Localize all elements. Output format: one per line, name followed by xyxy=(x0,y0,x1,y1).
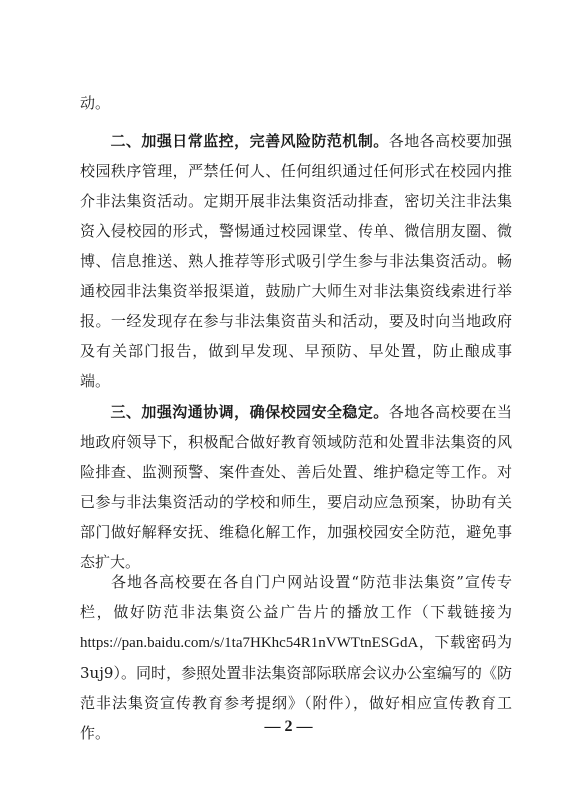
redacted-area xyxy=(22,40,80,98)
section-2-body: 各地各高校要加强校园秩序管理，严禁任何人、任何组织通过任何形式在校园内推介非法集资活动。定期开展非法集资活动排查，密切关注非法集资入侵校园的形式，警惕通过校园课堂、传单、微信朋友圈、微博、信息推送、熟人推荐等形式吸引学生参与非法集资活动。畅通校园非法集资举报渠道，鼓励广大师生对非法集资线索进行举报。一经发现存在参与非法集资苗头和活动，要及时向当地政府及有关部门报告，做到早发现、早预防、早处置，防止酿成事端。 xyxy=(80,132,512,390)
page-number: — 2 — xyxy=(264,718,313,735)
section-2-paragraph xyxy=(80,126,512,396)
section-2-heading: 二、加强日常监控，完善风险防范机制。 xyxy=(110,132,389,150)
continuation-text: 动。 xyxy=(80,94,111,112)
section-3-paragraph xyxy=(80,397,512,577)
section-3-heading: 三、加强沟通协调，确保校园安全稳定。 xyxy=(110,403,389,421)
section-3-body: 各地各高校要在当地政府领导下，积极配合做好教育领域防范和处置非法集资的风险排查、监测预警、案件查处、善后处置、维护稳定等工作。对已参与非法集资活动的学校和师生，要启动应急预案，协助有关部门做好解释安抚、维稳化解工作，加强校园安全防范，避免事态扩大。 xyxy=(80,403,512,571)
closing-text-before-url: 各地各高校要在各自门户网站设置“防范非法集资”宣传专栏，做好防范非法集资公益广告片的播放工作（下载链接为 xyxy=(80,573,512,621)
download-link: https://pan.baidu.com/s/1ta7HKhc54R1nVWTtnESGdA xyxy=(80,635,419,651)
closing-text-after-url: ，下载密码为3uj9）。同时，参照处置非法集资部际联席会议办公室编写的《防范非法集资宣传教育参考提纲》（附件），做好相应宣传教育工作。 xyxy=(80,633,512,742)
